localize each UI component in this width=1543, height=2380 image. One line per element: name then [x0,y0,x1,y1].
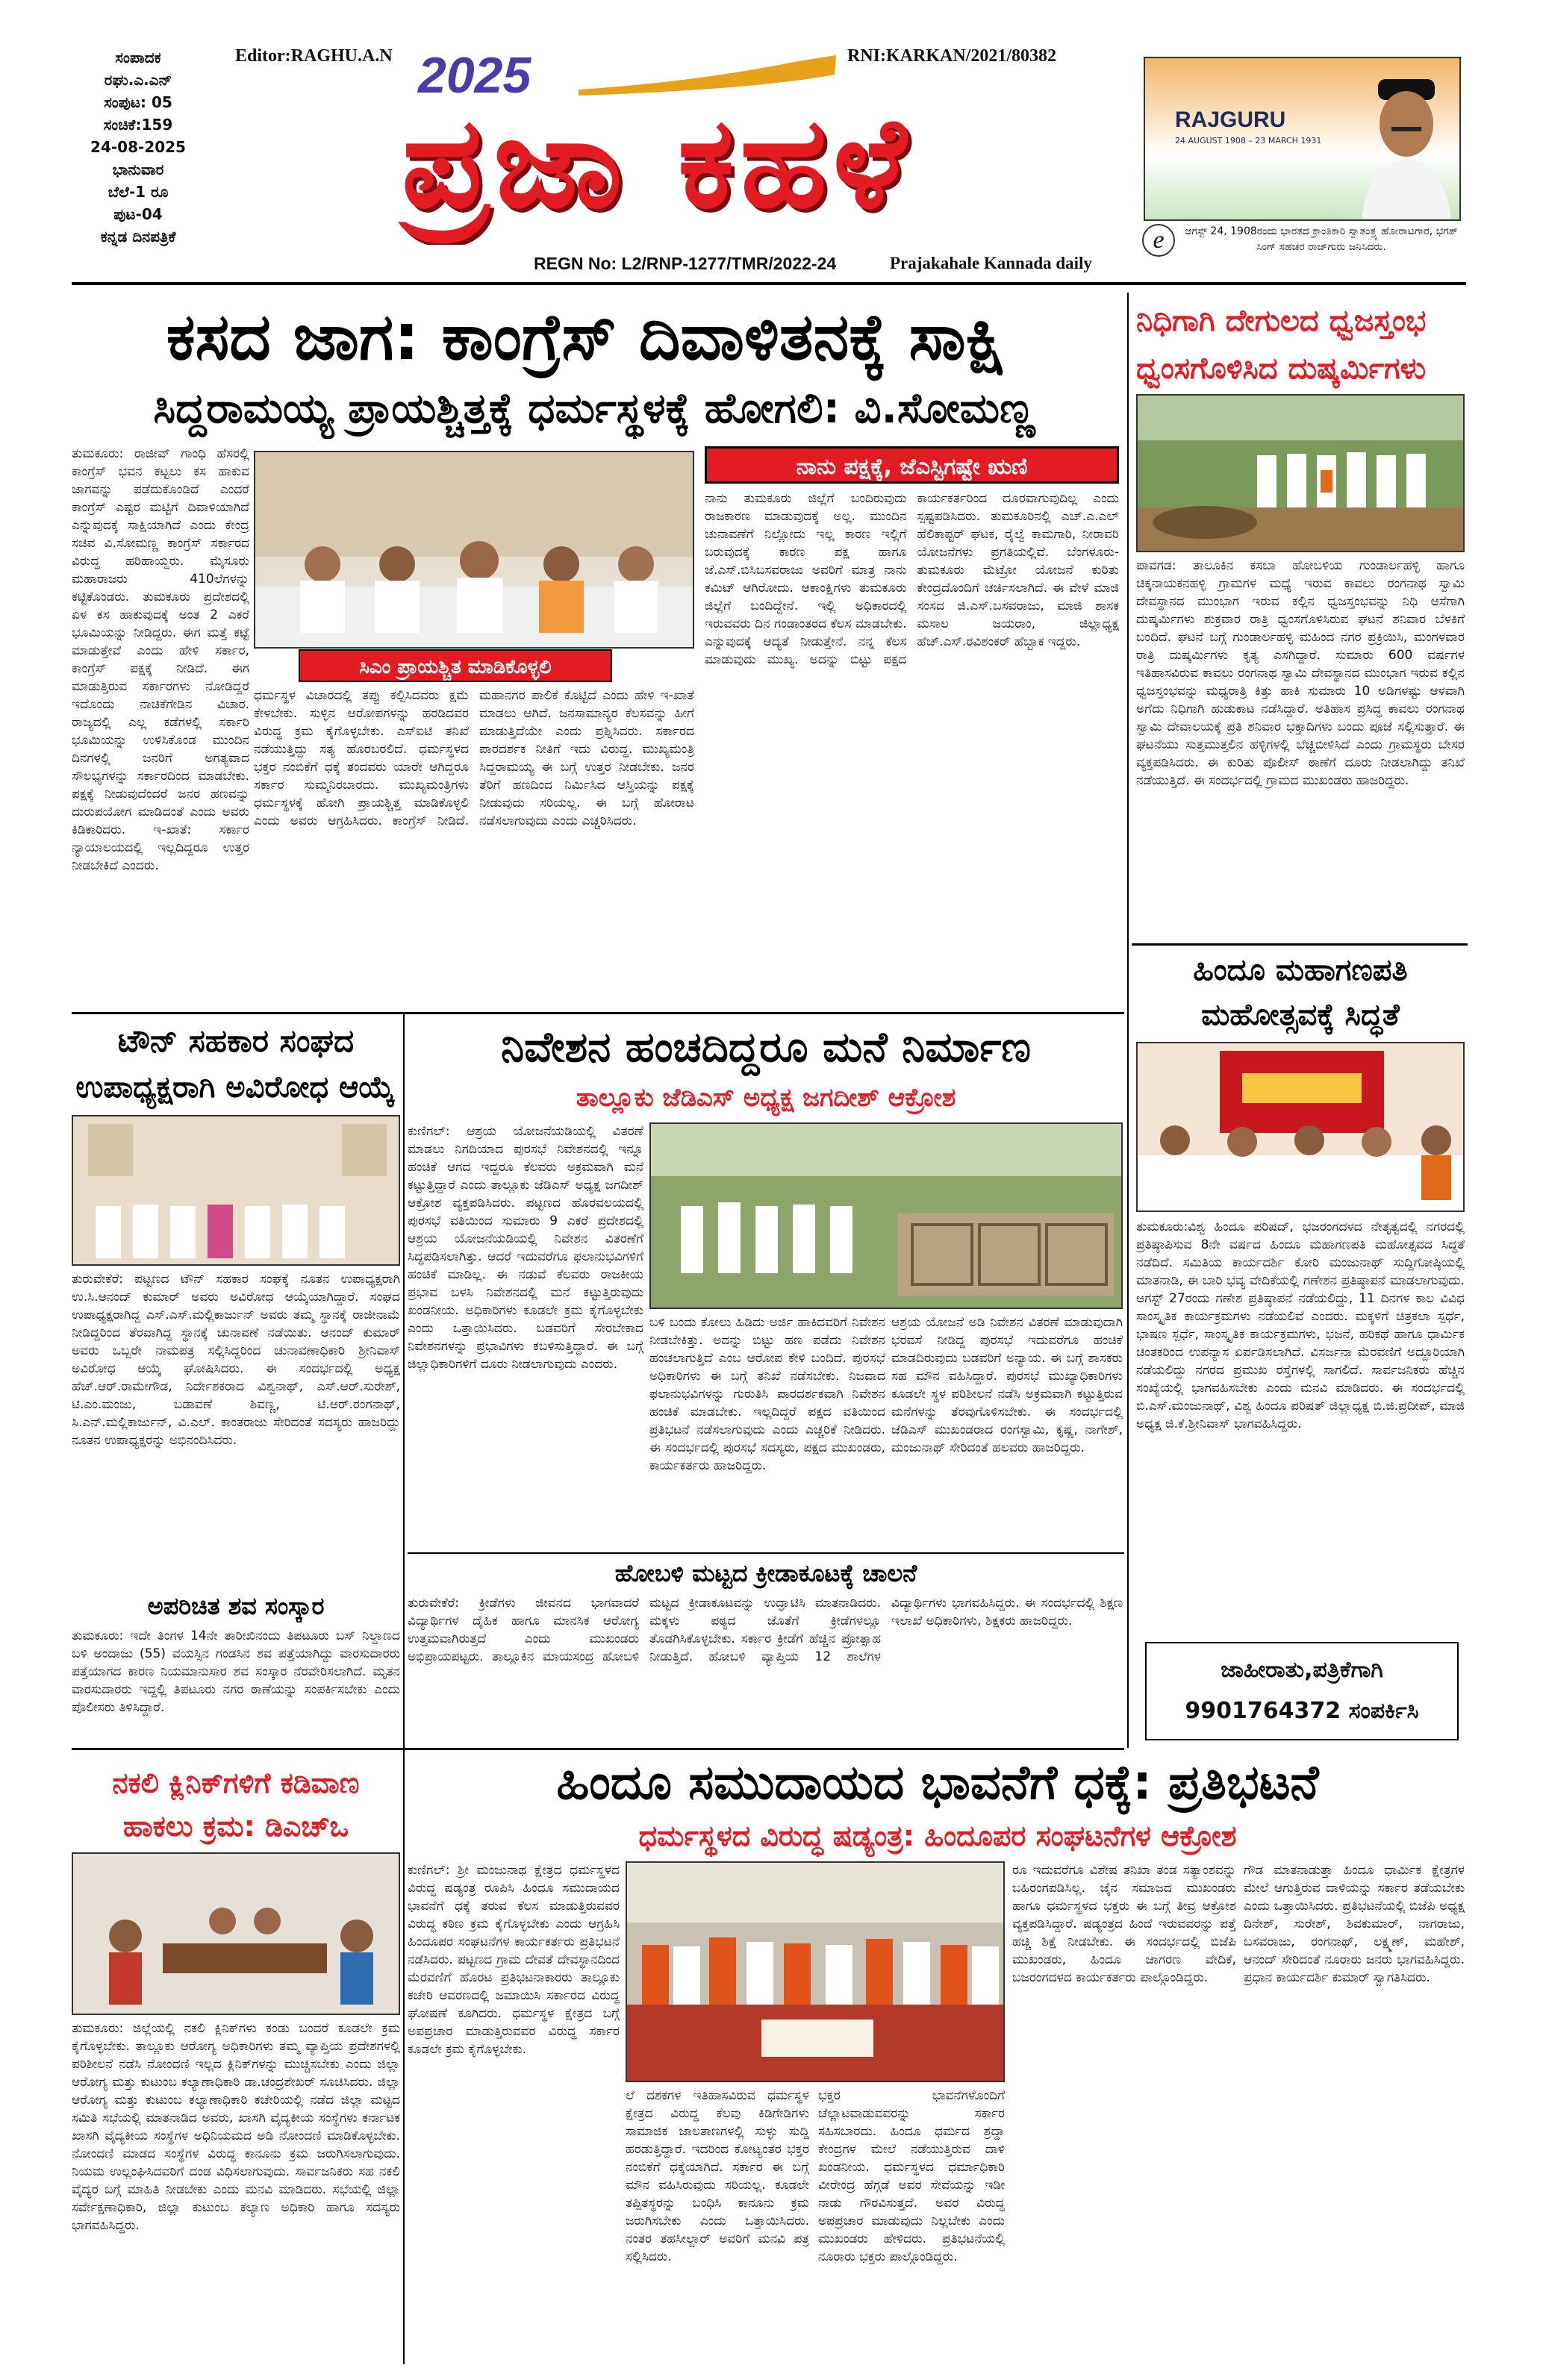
unknown-body-headline: ಅಪರಿಚಿತ ಶವ ಸಂಸ್ಕಾರ [147,1592,325,1620]
info-line: 24-08-2025 [90,138,186,156]
lead-headline: ಕಸದ ಜಾಗ: ಕಾಂಗ್ರೆಸ್ ದಿವಾಳಿತನಕ್ಕೆ ಸಾಕ್ಷಿ [166,300,1006,375]
protest-subheadline: ಧರ್ಮಸ್ಥಳದ ವಿರುದ್ಧ ಷಡ್ಯಂತ್ರ: ಹಿಂದೂಪರ ಸಂಘಟನೆಗಳ ಆಕ್ರೋಶ [638,1820,1237,1852]
coop-meeting-image [73,1116,400,1266]
lead-text: ತುಮಕೂರು: ರಾಜೀವ್ ಗಾಂಧಿ ಹೆಸರಲ್ಲಿ ಕಾಂಗ್ರೆಸ್ ಭವನ ಕಟ್ಟಲು ಕಸ ಹಾಕುವ ಜಾಗವನ್ನು ಪಡೆದುಕೊಂಡಿದೆ ಎಂದರೆ ಕಾಂಗ್ರೆಸ್ ಎಷ್ಟರ ಮಟ್ಟಿಗೆ ದಿವಾಳಿಯಾಗಿದೆ ಎನ್ನುವುದಕ್ಕೆ ಸಾಕ್ಷಿಯಾಗಿದೆ ಎಂದು ಕೇಂದ್ರ ಸಚಿವ ವಿ.ಸೋಮಣ್ಣ ಕಾಂಗ್ರೆಸ್ ಸರ್ಕಾರದ ವಿರುದ್ಧ ಹರಿಹಾಯ್ದರು. ಮೈಸೂರು ಮಹಾರಾಜರು 410ಲೆಗಳನ್ನು ಕಟ್ಟಿಕೊಂಡರು. ತುಮಕೂರು ಪ್ರದೇಶದಲ್ಲಿ ಏಳ ಕಸ ಹಾಕುವುದಕ್ಕೆ ಅಂತ 2 ಎಕರೆ ಭೂಮಿಯನ್ನು ನೀಡಿದ್ದರು. ಈಗ ಮತ್ತೆ ಕಟ್ಟೆ ಮಾಡುತ್ತೇವೆ ಎಂದು ಹೇಳಿ ಸರ್ಕಾರ, ಕಾಂಗ್ರೆಸ್ ಪಕ್ಷಕ್ಕೆ ನೀಡಿದೆ. ಈಗ ಮಾಡುತ್ತಿರುವ ಸರ್ಕಾರಗಳು ನೋಡಿದ್ದರೆ ಇದೊಂದು ನಾಚಿಕೆಗೇಡಿನ ವಿಚಾರ. ರಾಜ್ಯದಲ್ಲಿ ಎಲ್ಲ ಕಡೆಗಳಲ್ಲಿ ಸರ್ಕಾರಿ ಭೂಮಿಯನ್ನು ಉಳಿಸಿಕೊಂಡ ಮುಂದಿನ ದಿನಗಳಲ್ಲಿ ಜನರಿಗೆ ಅಗತ್ಯವಾದ ಸೌಲಭ್ಯಗಳನ್ನು ಸರ್ಕಾರದಿಂದ ಮಾಡಬೇಕು. ಪಕ್ಷಕ್ಕೆ ನೀಡುವುದೆಂದರೆ ಜನರ ಹಣವನ್ನು ದುರುಪಯೋಗ ಮಾಡಿದಂತೆ ಎಂದು ಅವರು ಕಿಡಿಕಾರಿದರು. ಇ-ಖಾತೆ: ಸರ್ಕಾರ ನ್ಯಾಯಾಲಯದಲ್ಲಿ ಇಲ್ಲದಿದ್ದರೂ ಉತ್ತರ ನೀಡಬೇಕಿದೆ ಎಂದರು. [72,446,249,873]
column-rule [403,1012,405,1748]
protest-text: ಕುಣಿಗಲ್: ಶ್ರೀ ಮಂಜುನಾಥ ಕ್ಷೇತ್ರದ ಧರ್ಮಸ್ಥಳದ ವಿರುದ್ಧ ಷಡ್ಯಂತ್ರ ರೂಪಿಸಿ ಹಿಂದೂ ಸಮುದಾಯದ ಭಾವನೆಗೆ ಧಕ್ಕೆ ತರುವ ಕೆಲಸ ಮಾಡುತ್ತಿರುವವರ ವಿರುದ್ಧ ಕಠಿಣ ಕ್ರಮ ಕೈಗೊಳ್ಳಬೇಕು ಎಂದು ಆಗ್ರಹಿಸಿ ಹಿಂದೂಪರ ಸಂಘಟನೆಗಳ ಕಾರ್ಯಕರ್ತರು ಪ್ರತಿಭಟನೆ ನಡೆಸಿದರು. ಪಟ್ಟಣದ ಗ್ರಾಮ ದೇವತೆ ದೇವಸ್ಥಾನದಿಂದ ಮೆರವಣಿಗೆ ಹೊರಟ ಪ್ರತಿಭಟನಾಕಾರರು ತಾಲ್ಲೂಕು ಕಚೇರಿ ಆವರಣದಲ್ಲಿ ಜಮಾಯಿಸಿ ಸರ್ಕಾರದ ವಿರುದ್ಧ ಘೋಷಣೆ ಕೂಗಿದರು. ಧರ್ಮಸ್ಥಳ ಕ್ಷೇತ್ರದ ಬಗ್ಗೆ ಅಪಪ್ರಚಾರ ಮಾಡುತ್ತಿರುವವರ ವಿರುದ್ಧ ಸರ್ಕಾರ ಕೂಡಲೇ ಕ್ರಮ ಕೈಗೊಳ್ಳಬೇಕು. [408,1863,620,2057]
protest-text: ಲೆ ದಶಕಗಳ ಇತಿಹಾಸವಿರುವ ಧರ್ಮಸ್ಥಳ ಕ್ಷೇತ್ರದ ವಿರುದ್ಧ ಕೆಲವು ಕಿಡಿಗೇಡಿಗಳು ಸಾಮಾಜಿಕ ಜಾಲತಾಣಗಳಲ್ಲಿ ಸುಳ್ಳು ಸುದ್ದಿ ಹರಡುತ್ತಿದ್ದಾರೆ. ಇದರಿಂದ ಕೋಟ್ಯಂತರ ಭಕ್ತರ ನಂಬಿಕೆಗೆ ಧಕ್ಕೆಯಾಗಿದೆ. ಸರ್ಕಾರ ಈ ಬಗ್ಗೆ ಮೌನ ವಹಿಸಿರುವುದು ಸರಿಯಲ್ಲ. ಕೂಡಲೇ ತಪ್ಪಿತಸ್ಥರನ್ನು ಬಂಧಿಸಿ ಕಾನೂನು ಕ್ರಮ ಜರುಗಿಸಬೇಕು ಎಂದು ಒತ್ತಾಯಿಸಿದರು. ನಂತರ ತಹಸೀಲ್ದಾರ್ ಅವರಿಗೆ ಮನವಿ ಪತ್ರ ಸಲ್ಲಿಸಿದರು. [626,2088,809,2264]
info-line: ಬೆಲೆ-1 ರೂ [107,183,169,201]
protest-column-1 [408,1861,620,2364]
info-line: ರಘು.ಎ.ಎನ್ [104,71,172,89]
housing-column-2 [649,1314,885,1548]
section-rule [408,1552,1124,1554]
section-rule [1132,943,1468,946]
ganapati-headline-text: ಹಿಂದೂ ಮಹಾಗಣಪತಿ ಮಹೋತ್ಸವಕ್ಕೆ ಸಿದ್ಧತೆ [1193,953,1408,1032]
lead-photo [254,451,694,649]
sports-text: ತುರುವೇಕೆರೆ: ಕ್ರೀಡೆಗಳು ಜೀವನದ ಭಾಗವಾದರೆ ವಿದ್ಯಾರ್ಥಿಗಳ ದೈಹಿಕ ಹಾಗೂ ಮಾನಸಿಕ ಆರೋಗ್ಯ ಉತ್ತಮವಾಗಿರುತ್ತದೆ ಎಂದು ಮುಖಂಡರು ಅಭಿಪ್ರಾಯಪಟ್ಟರು. ತಾಲ್ಲೂಕಿನ ಮಾಯಸಂದ್ರ ಹೋಬಳಿ ಮಟ್ಟದ ಕ್ರೀಡಾಕೂಟವನ್ನು ಉದ್ಘಾಟಿಸಿ ಮಾತನಾಡಿದರು. ಮಕ್ಕಳು ಪಠ್ಯದ ಜೊತೆಗೆ ಕ್ರೀಡೆಗಳಲ್ಲೂ ತೊಡಗಿಸಿಕೊಳ್ಳಬೇಕು. ಸರ್ಕಾರ ಕ್ರೀಡೆಗೆ ಹೆಚ್ಚಿನ ಪ್ರೋತ್ಸಾಹ ನೀಡುತ್ತಿದೆ. ಹೋಬಳಿ ವ್ಯಾಪ್ತಿಯ 12 ಶಾಲೆಗಳ ವಿದ್ಯಾರ್ಥಿಗಳು ಭಾಗವಹಿಸಿದ್ದರು. ಈ ಸಂದರ್ಭದಲ್ಲಿ ಶಿಕ್ಷಣ ಇಲಾಖೆ ಅಧಿಕಾರಿಗಳು, ಶಿಕ್ಷಕರು ಹಾಜರಿದ್ದರು. [408,1596,1123,1664]
lead-photo-caption: ಸಿಎಂ ಪ್ರಾಯಶ್ಚಿತ ಮಾಡಿಕೊಳ್ಳಲಿ [299,649,612,682]
temple-site-image [1138,396,1465,552]
coop-photo [72,1115,400,1266]
clinic-headline-2: ಹಾಕಲು ಕ್ರಮ: ಡಿಎಚ್ಒ [122,1810,349,1843]
construction-site-image [651,1124,1123,1309]
year-badge: 2025 [418,47,532,104]
lead-column-3 [705,490,1119,1006]
advert-line-1: ಜಾಹೀರಾತು,ಪತ್ರಿಕೆಗಾಗಿ [1221,1657,1383,1683]
ganapati-photo [1136,1042,1465,1212]
lead-subheadline: ಸಿದ್ದರಾಮಯ್ಯ ಪ್ರಾಯಶ್ಚಿತ್ತಕ್ಕೆ ಧರ್ಮಸ್ಥಳಕ್ಕೆ ಹೋಗಲಿ: ವಿ.ಸೋಮಣ್ಣ [153,384,1035,433]
press-meet-image [255,452,694,649]
info-line: ಭಾನುವಾರ [112,160,164,178]
housing-column-3 [891,1314,1123,1548]
advert-contact-box [1145,1642,1459,1740]
unknown-body-text [72,1627,400,1760]
sports-body [408,1594,1123,1743]
clinic-body [72,2020,400,2364]
ad-name: RAJGURU [1175,107,1286,132]
masthead-rule [72,282,1466,285]
temple-headline [1136,297,1465,394]
coop-body [72,1270,400,1585]
rajguru-advert [1144,57,1461,221]
english-name: Prajakahale Kannada daily [890,254,1092,272]
info-line: ಪುಟ-04 [113,205,163,223]
column-rule [1127,293,1129,1748]
protest-photo [626,1861,1005,2082]
protest-headline: ಹಿಂದೂ ಸಮುದಾಯದ ಭಾವನೆಗೆ ಧಕ್ಕೆ: ಪ್ರತಿಭಟನೆ [556,1755,1319,1811]
housing-headline: ನಿವೇಶನ ಹಂಚದಿದ್ದರೂ ಮನೆ ನಿರ್ಮಾಣ [501,1023,1031,1072]
protest-crowd-image [627,1863,1005,2082]
coop-headline-2: ಉಪಾಧ್ಯಕ್ಷರಾಗಿ ಅವಿರೋಧ ಆಯ್ಕೆ [75,1070,395,1105]
protest-column-3 [818,2087,1005,2364]
ganapati-headline [1136,948,1465,1037]
protest-text: ಭಕ್ತರ ಭಾವನೆಗಳೊಂದಿಗೆ ಚೆಲ್ಲಾಟವಾಡುವವರನ್ನು ಸರ್ಕಾರ ಸಹಿಸಬಾರದು. ಹಿಂದೂ ಧರ್ಮದ ಶ್ರದ್ಧಾ ಕೇಂದ್ರಗಳ ಮೇಲೆ ನಡೆಯುತ್ತಿರುವ ದಾಳಿ ಖಂಡನೀಯ. ಧರ್ಮಸ್ಥಳದ ಧರ್ಮಾಧಿಕಾರಿ ವೀರೇಂದ್ರ ಹೆಗ್ಗಡೆ ಅವರ ಸೇವೆಯನ್ನು ಇಡೀ ನಾಡು ಗೌರವಿಸುತ್ತದೆ. ಅವರ ವಿರುದ್ಧ ಅಪಪ್ರಚಾರ ಮಾಡುವುದು ನಿಲ್ಲಬೇಕು ಎಂದು ಮುಖಂಡರು ಹೇಳಿದರು. ಪ್ರತಿಭಟನೆಯಲ್ಲಿ ನೂರಾರು ಭಕ್ತರು ಪಾಲ್ಗೊಂಡಿದ್ದರು. [818,2088,1005,2264]
ad-caption: ಆಗಸ್ಟ್ 24, 1908ರಂದು ಭಾರತದ ಕ್ರಾಂತಿಕಾರಿ ಸ್ವಾತಂತ್ರ್ಯ ಹೋರಾಟಗಾರ, ಭಗತ್ ಸಿಂಗ್ ಸಹಚರ ರಾಜ್‌ಗುರು ಜನಿಸಿದರು. [1185,225,1458,253]
portrait-image [1362,66,1451,219]
registration-number: REGN No: L2/RNP-1277/TMR/2022-24 [534,254,837,273]
ganapati-text: ತುಮಕೂರು:ವಿಶ್ವ ಹಿಂದೂ ಪರಿಷದ್, ಭಜರಂಗದಳದ ನೇತೃತ್ವದಲ್ಲಿ ನಗರದಲ್ಲಿ ಪ್ರತಿಷ್ಠಾಪಿಸುವ 8ನೇ ವರ್ಷದ ಹಿಂದೂ ಮಹಾಗಣಪತಿ ಮಹೋತ್ಸವದ ಸಿದ್ಧತೆ ನಡೆದಿದೆ. ಸಮಿತಿಯ ಕಾರ್ಯದರ್ಶಿ ಕೋರಿ ಮಂಜುನಾಥ್ ಸುದ್ದಿಗೋಷ್ಠಿಯಲ್ಲಿ ಮಾತನಾಡಿ, ಈ ಬಾರಿ ಭವ್ಯ ವೇದಿಕೆಯಲ್ಲಿ ಗಣೇಶನ ಪ್ರತಿಷ್ಠಾಪನೆ ಮಾಡಲಾಗುವುದು. ಆಗಸ್ಟ್ 27ರಂದು ಗಣೇಶ ಪ್ರತಿಷ್ಠಾಪನೆ ನಡೆಯಲಿದ್ದು, 11 ದಿನಗಳ ಕಾಲ ವಿವಿಧ ಸಾಂಸ್ಕೃತಿಕ ಕಾರ್ಯಕ್ರಮಗಳು ನಡೆಯಲಿವೆ ಎಂದರು. ಮಕ್ಕಳಿಗೆ ಚಿತ್ರಕಲಾ ಸ್ಪರ್ಧೆ, ಭಾಷಣ ಸ್ಪರ್ಧೆ, ಸಾಂಸ್ಕೃತಿಕ ಕಾರ್ಯಕ್ರಮಗಳು, ಭಜನೆ, ಹರಿಕಥೆ ಹಾಗೂ ಧಾರ್ಮಿಕ ಚಿಂತಕರಿಂದ ಉಪನ್ಯಾಸ ಏರ್ಪಡಿಸಲಾಗಿದೆ. ವಿಸರ್ಜನಾ ಮೆರವಣಿಗೆ ಅದ್ದೂರಿಯಾಗಿ ನಡೆಯಲಿದ್ದು ನಗರದ ಪ್ರಮುಖ ರಸ್ತೆಗಳಲ್ಲಿ ಸಾಗಲಿದೆ. ಸಾರ್ವಜನಿಕರು ಹೆಚ್ಚಿನ ಸಂಖ್ಯೆಯಲ್ಲಿ ಭಾಗವಹಿಸಬೇಕು ಎಂದು ಮನವಿ ಮಾಡಿದರು. ಈ ಸಂದರ್ಭದಲ್ಲಿ ಬಿ.ಎಸ್.ಮಂಜುನಾಥ್, ವಿಶ್ವ ಹಿಂದೂ ಪರಿಷತ್ ಜಿಲ್ಲಾಧ್ಯಕ್ಷ ಬಿ.ಜಿ.ಪ್ರದೀಪ್, ಮಾಜಿ ಅಧ್ಯಕ್ಷ ಜಿ.ಕೆ.ಶ್ರೀನಿವಾಸ್ ಭಾಗವಹಿಸಿದ್ದರು. [1136,1219,1465,1431]
housing-column-1 [408,1122,643,1548]
housing-photo [649,1122,1123,1309]
lead-column-2 [254,687,694,1006]
housing-text: ಕುಣಿಗಲ್: ಆಶ್ರಯ ಯೋಜನೆಯಡಿಯಲ್ಲಿ ವಿತರಣೆ ಮಾಡಲು ನಿಗದಿಯಾದ ಪುರಸಭೆ ನಿವೇಶನದಲ್ಲಿ ಇನ್ನೂ ಹಂಚಿಕೆ ಆಗದ ಇದ್ದರೂ ಕೆಲವರು ಅಕ್ರಮವಾಗಿ ಮನೆ ಕಟ್ಟುತ್ತಿದ್ದಾರೆ ಎಂದು ತಾಲ್ಲೂಕು ಜೆಡಿಎಸ್ ಅಧ್ಯಕ್ಷ ಜಗದೀಶ್ ಆಕ್ರೋಶ ವ್ಯಕ್ತಪಡಿಸಿದರು. ಪಟ್ಟಣದ ಹೊರವಲಯದಲ್ಲಿ ಪುರಸಭೆ ವತಿಯಿಂದ ಸುಮಾರು 9 ಎಕರೆ ಪ್ರದೇಶದಲ್ಲಿ ಆಶ್ರಯ ಯೋಜನೆಯಡಿಯಲ್ಲಿ ನಿವೇಶನ ವಿತರಣೆಗೆ ಸಿದ್ಧಪಡಿಸಲಾಗಿತ್ತು. ಆದರೆ ಇದುವರೆಗೂ ಫಲಾನುಭವಿಗಳಿಗೆ ಹಂಚಿಕೆ ಮಾಡಿಲ್ಲ. ಈ ನಡುವೆ ಕೆಲವರು ರಾಜಕೀಯ ಪ್ರಭಾವ ಬಳಸಿ ನಿವೇಶನದಲ್ಲಿ ಮನೆ ಕಟ್ಟುತ್ತಿರುವುದು ಖಂಡನೀಯ. ಅಧಿಕಾರಿಗಳು ಕೂಡಲೇ ಕ್ರಮ ಕೈಗೊಳ್ಳಬೇಕು ಎಂದು ಒತ್ತಾಯಿಸಿದರು. ಬಡವರಿಗೆ ಸೇರಬೇಕಾದ ನಿವೇಶನಗಳನ್ನು ಪ್ರಭಾವಿಗಳು ಕಬಳಿಸುತ್ತಿದ್ದಾರೆ. ಈ ಬಗ್ಗೆ ಜಿಲ್ಲಾಧಿಕಾರಿಗಳಿಗೆ ದೂರು ನೀಡಲಾಗುವುದು ಎಂದರು. [408,1124,643,1372]
housing-subheadline: ತಾಲ್ಲೂಕು ಜೆಡಿಎಸ್ ಅಧ್ಯಕ್ಷ ಜಗದೀಶ್ ಆಕ್ರೋಶ [576,1083,956,1113]
health-meeting-image [73,1854,400,2015]
temple-headline-text: ನಿಧಿಗಾಗಿ ದೇಗುಲದ ಧ್ವಜಸ್ತಂಭ ಧ್ವಂಸಗೊಳಿಸಿದ ದುಷ್ಕರ್ಮಿಗಳು [1136,304,1427,386]
protest-text: ಗೌಡ ಮಾತನಾಡುತ್ತಾ ಹಿಂದೂ ಧಾರ್ಮಿಕ ಕ್ಷೇತ್ರಗಳ ಮೇಲೆ ಆಗುತ್ತಿರುವ ದಾಳಿಯನ್ನು ಸರ್ಕಾರ ತಡೆಯಬೇಕು ಎಂದು ಒತ್ತಾಯಿಸಿದರು. ಪ್ರತಿಭಟನೆಯಲ್ಲಿ ಬಿಜೆಪಿ ಅಧ್ಯಕ್ಷ ದಿನೇಶ್, ಸುರೇಶ್, ಶಿವಕುಮಾರ್, ನಾಗರಾಜು, ಬಸವರಾಜು, ರಂಗನಾಥ್, ಲಕ್ಷ್ಮಣ್, ಮಹೇಶ್, ಆನಂದ್ ಸೇರಿದಂತೆ ನೂರಾರು ಜನರು ಭಾಗವಹಿಸಿದ್ದರು. ಪ್ರಧಾನ ಕಾರ್ಯದರ್ಶಿ ಕುಮಾರ್ ಸ್ವಾಗತಿಸಿದರು. [1244,1863,1465,1985]
temple-text: ಪಾವಗಡ: ತಾಲೂಕಿನ ಕಸಬಾ ಹೋಬಳಿಯ ಗುಂಡಾರ್ಲಹಳ್ಳಿ ಹಾಗೂ ಚಿಕ್ಕನಾಯಕನಹಳ್ಳಿ ಗ್ರಾಮಗಳ ಮಧ್ಯೆ ಇರುವ ಕಾವಲು ರಂಗನಾಥ ಸ್ವಾಮಿ ದೇವಸ್ಥಾನದ ಮುಂಭಾಗ ಇರುವ ಕಲ್ಲಿನ ಧ್ವಜಸ್ತಂಭವನ್ನು ನಿಧಿ ಆಸೆಗಾಗಿ ದುಷ್ಕರ್ಮಿಗಳು ಶುಕ್ರವಾರ ರಾತ್ರಿ ಧ್ವಂಸಗೊಳಿಸಿರುವ ಘಟನೆ ಶನಿವಾರ ಬೆಳಕಿಗೆ ಬಂದಿದೆ. ಘಟನೆ ಬಗ್ಗೆ ಗುಂಡಾರ್ಲಹಳ್ಳಿ ಮಹಿಂದ ನಗರ ಪ್ರಕ್ರಿಯಿಸಿ, ಮಂಗಳವಾರ ರಾತ್ರಿ ದುಷ್ಕರ್ಮಿಗಳು ಕೃತ್ಯ ಎಸಗಿದ್ದಾರೆ. ಸುಮಾರು 600 ವರ್ಷಗಳ ಇತಿಹಾಸವಿರುವ ಕಾವಲು ರಂಗನಾಥ ಸ್ವಾಮಿ ದೇವಸ್ಥಾನದ ಮುಂಭಾಗ ಇರುವ ಕಲ್ಲಿನ ಧ್ವಜಸ್ತಂಭವನ್ನು ಮಧ್ಯರಾತ್ರಿ ಕಿತ್ತು ಹಾಕಿ ಸುಮಾರು 10 ಅಡಿಗಳಷ್ಟು ಆಳವಾಗಿ ಅಗೆದು ನಿಧಿಗಾಗಿ ಹುಡುಕಾಟ ನಡೆಸಿದ್ದಾರೆ. ಅತಿಹಾಸ ಪ್ರಸಿದ್ಧ ಕಾವಲು ರಂಗನಾಥ ಸ್ವಾಮಿ ದೇವಾಲಯಕ್ಕೆ ಪ್ರತಿ ಶನಿವಾರ ಭಕ್ತಾದಿಗಳು ಬಂದು ಪೂಜೆ ಸಲ್ಲಿಸುತ್ತಾರೆ. ಈ ಘಟನೆಯು ಸುತ್ತಮುತ್ತಲಿನ ಹಳ್ಳಿಗಳಲ್ಲಿ ಬೆಚ್ಚಿಬೀಳಿಸಿದೆ ಎಂದು ಗ್ರಾಮಸ್ಥರು ಬೇಸರ ವ್ಯಕ್ತಪಡಿಸಿದರು. ಈ ಕುರಿತು ಪೊಲೀಸ್ ಠಾಣೆಗೆ ದೂರು ನೀಡಲಾಗಿದ್ದು ತನಿಖೆ ನಡೆಯುತ್ತಿದೆ. ಈ ಸಂದರ್ಭದಲ್ಲಿ ಗ್ರಾಮದ ಮುಖಂಡರು ಹಾಜರಿದ್ದರು. [1136,558,1465,788]
temple-photo [1136,394,1465,552]
housing-text: ಬಳಿ ಬಂದು ಕೋಲು ಹಿಡಿದು ಅರ್ಜಿ ಹಾಕಿದವರಿಗೆ ನಿವೇಶನ ನೀಡಬೇಕಿತ್ತು. ಅದನ್ನು ಬಿಟ್ಟು ಹಣ ಪಡೆದು ನಿವೇಶನ ಹಂಚಲಾಗುತ್ತಿದೆ ಎಂಬ ಆರೋಪ ಕೇಳಿ ಬಂದಿದೆ. ಪುರಸಭೆ ಅಧಿಕಾರಿಗಳು ಈ ಬಗ್ಗೆ ತನಿಖೆ ನಡೆಸಬೇಕು. ನಿಜವಾದ ಫಲಾನುಭವಿಗಳನ್ನು ಗುರುತಿಸಿ ಪಾರದರ್ಶಕವಾಗಿ ನಿವೇಶನ ಹಂಚಿಕೆ ಮಾಡಬೇಕು. ಇಲ್ಲದಿದ್ದರೆ ಪಕ್ಷದ ವತಿಯಿಂದ ಪ್ರತಿಭಟನೆ ನಡೆಸಲಾಗುವುದು ಎಂದು ಎಚ್ಚರಿಕೆ ನೀಡಿದರು. ಈ ಸಂದರ್ಭದಲ್ಲಿ ಪುರಸಭೆ ಸದಸ್ಯರು, ಪಕ್ಷದ ಮುಖಂಡರು, ಕಾರ್ಯಕರ್ತರು ಹಾಜರಿದ್ದರು. [649,1315,885,1473]
protest-column-5 [1244,1861,1465,2364]
protest-text: ರೂ ಇದುವರೆಗೂ ವಿಶೇಷ ತನಿಖಾ ತಂಡ ಸತ್ಯಾಂಶವನ್ನು ಬಹಿರಂಗಪಡಿಸಿಲ್ಲ. ಜೈನ ಸಮಾಜದ ಮುಖಂಡರು ಹಾಗೂ ಧರ್ಮಸ್ಥಳದ ಭಕ್ತರು ಈ ಬಗ್ಗೆ ತೀವ್ರ ಆಕ್ರೋಶ ವ್ಯಕ್ತಪಡಿಸಿದ್ದಾರೆ. ಷಡ್ಯಂತ್ರದ ಹಿಂದೆ ಇರುವವರನ್ನು ಪತ್ತೆ ಹಚ್ಚಿ ಶಿಕ್ಷೆ ನೀಡಬೇಕು. ಈ ಸಂದರ್ಭದಲ್ಲಿ ಬಿಜೆಪಿ ಮುಖಂಡರು, ಹಿಂದೂ ಜಾಗರಣ ವೇದಿಕೆ, ಬಜರಂಗದಳದ ಕಾರ್ಯಕರ್ತರು ಪಾಲ್ಗೊಂಡಿದ್ದರು. [1012,1863,1236,1985]
newspaper-title: ಪ್ರಜಾ ಕಹಳೆ [402,90,912,236]
coop-text: ತುರುವೇಕೆರೆ: ಪಟ್ಟಣದ ಟೌನ್ ಸಹಕಾರ ಸಂಘಕ್ಕೆ ನೂತನ ಉಪಾಧ್ಯಕ್ಷರಾಗಿ ಉ.ಸಿ.ಆನಂದ್ ಕುಮಾರ್ ಅವರು ಅವಿರೋಧ ಆಯ್ಕೆಯಾಗಿದ್ದಾರೆ. ಸಂಘದ ಉಪಾಧ್ಯಕ್ಷರಾಗಿದ್ದ ಎಸ್.ಎಸ್.ಮಲ್ಲಿಕಾರ್ಜುನ್ ಅವರು ತಮ್ಮ ಸ್ಥಾನಕ್ಕೆ ರಾಜೀನಾಮೆ ನೀಡಿದ್ದರಿಂದ ತೆರವಾಗಿದ್ದ ಸ್ಥಾನಕ್ಕೆ ಚುನಾವಣೆ ನಡೆಯಿತು. ಆನಂದ್ ಕುಮಾರ್ ಅವರು ಒಬ್ಬರೇ ನಾಮಪತ್ರ ಸಲ್ಲಿಸಿದ್ದರಿಂದ ಚುನಾವಣಾಧಿಕಾರಿ ಶ್ರೀನಿವಾಸ್ ಅವಿರೋಧ ಆಯ್ಕೆ ಘೋಷಿಸಿದರು. ಈ ಸಂದರ್ಭದಲ್ಲಿ ಅಧ್ಯಕ್ಷ ಹೆಚ್.ಆರ್.ರಾಮೇಗೌಡ, ನಿರ್ದೇಶಕರಾದ ವಿಶ್ವನಾಥ್, ಎಸ್.ಆರ್.ಸುರೇಶ್, ಟಿ.ಎಂ.ಮಂಜು, ಬಡಾವಣೆ ಶಿವಣ್ಣ, ಟಿ.ಆರ್.ರಂಗನಾಥ್, ಸಿ.ಎನ್.ಮಲ್ಲಿಕಾರ್ಜುನ್, ವಿ.ಎಲ್. ಕಾಂತರಾಜು ಸೇರಿದಂತೆ ಸದಸ್ಯರು ಹಾಜರಿದ್ದು ನೂತನ ಉಪಾಧ್ಯಕ್ಷರನ್ನು ಅಭಿನಂದಿಸಿದರು. [72,1272,400,1448]
press-conference-image [1138,1043,1465,1212]
temple-body [1136,557,1465,939]
lead-column-1 [72,445,249,1006]
info-line: ಸಂಚಿಕೆ:159 [103,116,173,134]
protest-column-4 [1012,1861,1236,2364]
unknown-body-paragraph: ತುಮಕೂರು: ಇದೇ ತಿಂಗಳ 14ನೇ ತಾರೀಖಿನಂದು ತಿಪಟೂರು ಬಸ್ ನಿಲ್ದಾಣದ ಬಳಿ ಅಂದಾಜು (55) ವಯಸ್ಸಿನ ಗಂಡಸಿನ ಶವ ಪತ್ತೆಯಾಗಿದ್ದು ವಾರಸುದಾರರು ಪತ್ತೆಯಾಗದ ಕಾರಣ ನಿಯಮಾನುಸಾರ ಶವ ಸಂಸ್ಕಾರ ನೆರವೇರಿಸಲಾಗಿದೆ. ಮೃತನ ವಾರಸುದಾರರು ಇದ್ದಲ್ಲಿ ತಿಪಟೂರು ನಗರ ಠಾಣೆಯನ್ನು ಸಂಪರ್ಕಿಸಬೇಕು ಎಂದು ಪೊಲೀಸರು ತಿಳಿಸಿದ್ದಾರೆ. [72,1628,400,1715]
ad-dates: 24 AUGUST 1908 – 23 MARCH 1931 [1175,136,1322,146]
lead-side-box: ನಾನು ಪಕ್ಷಕ್ಕೆ, ಜೆಎಸ್ಟಿಗಷ್ಟೇ ಋಣಿ [705,446,1119,484]
sports-headline: ಹೋಬಳಿ ಮಟ್ಟದ ಕ್ರೀಡಾಕೂಟಕ್ಕೆ ಚಾಲನೆ [614,1559,917,1587]
clinic-headline: ನಕಲಿ ಕ್ಲಿನಿಕ್‌ಗಳಿಗೆ ಕಡಿವಾಣ [112,1767,360,1799]
info-line: ಸಂಪಾದಕ [115,49,161,66]
advert-phone: 9901764372 ಸಂಪರ್ಕಿಸಿ [1185,1698,1419,1724]
info-line: ಕನ್ನಡ ದಿನಪತ್ರಿಕೆ [100,228,176,246]
editor-label: Editor:RAGHU.A.N [235,46,393,66]
ganapati-body [1136,1218,1465,1636]
protest-column-2 [626,2087,809,2364]
housing-text: ಆಶ್ರಯ ಯೋಜನೆ ಅಡಿ ನಿವೇಶನ ವಿತರಣೆ ಮಾಡುವುದಾಗಿ ಭರವಸೆ ನೀಡಿದ್ದ ಪುರಸಭೆ ಇದುವರೆಗೂ ಹಂಚಿಕೆ ಮಾಡದಿರುವುದು ಬಡವರಿಗೆ ಅನ್ಯಾಯ. ಈ ಬಗ್ಗೆ ಶಾಸಕರು ಸಹ ಮೌನ ವಹಿಸಿದ್ದಾರೆ. ಪುರಸಭೆ ಮುಖ್ಯಾಧಿಕಾರಿಗಳು ಕೂಡಲೇ ಸ್ಥಳ ಪರಿಶೀಲನೆ ನಡೆಸಿ ಅಕ್ರಮವಾಗಿ ಕಟ್ಟುತ್ತಿರುವ ಮನೆಗಳನ್ನು ತೆರವುಗೊಳಿಸಬೇಕು. ಈ ಸಂದರ್ಭದಲ್ಲಿ ಜೆಡಿಎಸ್ ಮುಖಂಡರಾದ ರಂಗಸ್ವಾಮಿ, ಕೃಷ್ಣ, ನಾಗೇಶ್, ಮಂಜುನಾಥ್ ಸೇರಿದಂತೆ ಹಲವರು ಹಾಜರಿದ್ದರು. [891,1315,1123,1455]
clinic-photo [72,1852,400,2015]
info-line: ಸಂಪುಟ: 05 [104,93,172,111]
lead-text: ನಾನು ತುಮಕೂರು ಜಿಲ್ಲೆಗೆ ಬಂದಿರುವುದು ರಾಜಕಾರಣ ಮಾಡುವುದಕ್ಕೆ ಅಲ್ಲ. ಮುಂದಿನ ಚುನಾವಣೆಗೆ ನಿಲ್ಲೋದು ಇಲ್ಲ ಕಾರಣ ಇಲ್ಲಿಗೆ ಬರುವುದಕ್ಕೆ ಕಾರಣ ಪಕ್ಷ ಹಾಗೂ ಜೆ.ಎಸ್.ಬಿಸಿಬಸವರಾಜು ಅವರಿಗೆ ಮಾತ್ರ ನಾನು ಕಮಿಟ್ ಆಗಿರೋದು. ಆಕಾಂಕ್ಷಿಗಳು ತುಮಕೂರು ಜಿಲ್ಲೆಗೆ ಬಂದಿದ್ದೇನೆ. ಇಲ್ಲಿ ಅಧಿಕಾರದಲ್ಲಿ ಇರುವವರು ದಿನ ಗಂಡಾಂತರದ ಕೆಲಸ ಮಾಡಬೇಕು. ಎನ್ನುವುದಕ್ಕೆ ಆದ್ಯತೆ ನೀಡುತ್ತೇನೆ. ನನ್ನ ಕೆಲಸ ಮಾಡುವುದು ಮುಖ್ಯ. ಅದನ್ನು ಬಿಟ್ಟು ಪಕ್ಷದ ಕಾರ್ಯಕರ್ತರಿಂದ ದೂರವಾಗುವುದಿಲ್ಲ ಎಂದು ಸ್ಪಷ್ಟಪಡಿಸಿದರು. ತುಮಕೂರಿನಲ್ಲಿ ಎಚ್.ಎ.ಎಲ್ ಹೆಲಿಕಾಪ್ಟರ್ ಘಟಕ, ರೈಲ್ವೆ ಕಾಮಗಾರಿ, ನೀರಾವರಿ ಯೋಜನೆಗಳು ಪ್ರಗತಿಯಲ್ಲಿವೆ. ಬೆಂಗಳೂರು-ತುಮಕೂರು ಮೆಟ್ರೋ ಯೋಜನೆ ಕುರಿತು ಕೇಂದ್ರದೊಂದಿಗೆ ಚರ್ಚಿಸಲಾಗಿದೆ. ಈ ವೇಳೆ ಮಾಜಿ ಸಂಸದ ಜಿ.ಎಸ್.ಬಸವರಾಜು, ಮಾಜಿ ಶಾಸಕ ಮಸಾಲ ಜಯರಾಂ, ಜಿಲ್ಲಾಧ್ಯಕ್ಷ ಹೆಚ್.ಎಸ್.ರವಿಶಂಕರ್ ಹೆಬ್ಬಾಕ ಇದ್ದರು. [705,491,1119,667]
e-logo-icon: e [1142,224,1175,257]
lead-text: ಧರ್ಮಸ್ಥಳ ವಿಚಾರದಲ್ಲಿ ತಪ್ಪು ಕಲ್ಪಿಸಿದವರು ಕ್ಷಮೆ ಕೇಳಬೇಕು. ಸುಳ್ಳಿನ ಆರೋಪಗಳನ್ನು ಹರಡಿದವರ ವಿರುದ್ಧ ಕ್ರಮ ಕೈಗೊಳ್ಳಬೇಕು. ಎಸ್ಐಟಿ ತನಿಖೆ ನಡೆಯುತ್ತಿದ್ದು ಸತ್ಯ ಹೊರಬರಲಿದೆ. ಧರ್ಮಸ್ಥಳದ ಭಕ್ತರ ನಂಬಿಕೆಗೆ ಧಕ್ಕೆ ತಂದವರು ಯಾರೇ ಆಗಿದ್ದರೂ ಸರ್ಕಾರ ಸುಮ್ಮನಿರಬಾರದು. ಮುಖ್ಯಮಂತ್ರಿಗಳು ಧರ್ಮಸ್ಥಳಕ್ಕೆ ಹೋಗಿ ಪ್ರಾಯಶ್ಚಿತ್ತ ಮಾಡಿಕೊಳ್ಳಲಿ ಎಂದು ಅವರು ಆಗ್ರಹಿಸಿದರು. ಕಾಂಗ್ರೆಸ್ ನೀಡಿದೆ. ಮಹಾನಗರ ಪಾಲಿಕೆ ಕೊಟ್ಟಿದೆ ಎಂದು ಹೇಳಿ ಇ-ಖಾತೆ ಮಾಡಲು ಆಗಿದೆ. ಜನಸಾಮಾನ್ಯರ ಕೆಲಸವನ್ನು ಹೀಗೆ ಮಾಡುತ್ತಿದೆಯೇ ಎಂದು ಪ್ರಶ್ನಿಸಿದರು. ಸರ್ಕಾರದ ಪಾರದರ್ಶಕ ನೀತಿಗೆ ಇದು ವಿರುದ್ಧ. ಮುಖ್ಯಮಂತ್ರಿ ಸಿದ್ದರಾಮಯ್ಯ ಈ ಬಗ್ಗೆ ಉತ್ತರ ನೀಡಬೇಕು. ಜನರ ತೆರಿಗೆ ಹಣದಿಂದ ನಿರ್ಮಿಸಿದ ಆಸ್ತಿಯನ್ನು ಪಕ್ಷಕ್ಕೆ ನೀಡುವುದು ಸರಿಯಲ್ಲ. ಈ ಬಗ್ಗೆ ಹೋರಾಟ ನಡೆಸಲಾಗುವುದು ಎಂದು ಎಚ್ಚರಿಸಿದರು. [254,688,694,828]
masthead-left-info [82,46,194,270]
coop-headline: ಟೌನ್ ಸಹಕಾರ ಸಂಘದ [117,1022,355,1059]
clinic-text: ತುಮಕೂರು: ಜಿಲ್ಲೆಯಲ್ಲಿ ನಕಲಿ ಕ್ಲಿನಿಕ್‌ಗಳು ಕಂಡು ಬಂದರೆ ಕೂಡಲೇ ಕ್ರಮ ಕೈಗೊಳ್ಳಬೇಕು. ತಾಲ್ಲೂಕು ಆರೋಗ್ಯ ಅಧಿಕಾರಿಗಳು ತಮ್ಮ ವ್ಯಾಪ್ತಿಯ ಪ್ರದೇಶಗಳಲ್ಲಿ ಪರಿಶೀಲನೆ ನಡೆಸಿ ನೋಂದಣಿ ಇಲ್ಲದ ಕ್ಲಿನಿಕ್‌ಗಳನ್ನು ಮುಚ್ಚಿಸಬೇಕು ಎಂದು ಜಿಲ್ಲಾ ಆರೋಗ್ಯ ಮತ್ತು ಕುಟುಂಬ ಕಲ್ಯಾಣಾಧಿಕಾರಿ ಡಾ.ಚಂದ್ರಶೇಖರ್ ಸೂಚಿಸಿದರು. ಜಿಲ್ಲಾ ಆರೋಗ್ಯ ಮತ್ತು ಕುಟುಂಬ ಕಲ್ಯಾಣಾಧಿಕಾರಿ ಕಚೇರಿಯಲ್ಲಿ ನಡೆದ ಜಿಲ್ಲಾ ಮಟ್ಟದ ಸಮಿತಿ ಸಭೆಯಲ್ಲಿ ಮಾತನಾಡಿದ ಅವರು, ಖಾಸಗಿ ವೈದ್ಯಕೀಯ ಸಂಸ್ಥೆಗಳು ಕರ್ನಾಟಕ ಖಾಸಗಿ ವೈದ್ಯಕೀಯ ಸಂಸ್ಥೆಗಳ ಅಧಿನಿಯಮದ ಅಡಿ ನೋಂದಣಿ ಮಾಡಿಕೊಳ್ಳಬೇಕು. ನೋಂದಣಿ ಮಾಡದ ಸಂಸ್ಥೆಗಳ ವಿರುದ್ಧ ಕಾನೂನು ಕ್ರಮ ಜರುಗಿಸಲಾಗುವುದು. ನಿಯಮ ಉಲ್ಲಂಘಿಸಿದವರಿಗೆ ದಂಡ ವಿಧಿಸಲಾಗುವುದು. ಸಾರ್ವಜನಿಕರು ಸಹ ನಕಲಿ ವೈದ್ಯರ ಬಗ್ಗೆ ಮಾಹಿತಿ ನೀಡಬೇಕು ಎಂದು ಮನವಿ ಮಾಡಿದರು. ಸಭೆಯಲ್ಲಿ ಜಿಲ್ಲಾ ಸರ್ವೇಕ್ಷಣಾಧಿಕಾರಿ, ಜಿಲ್ಲಾ ಕುಟುಂಬ ಕಲ್ಯಾಣ ಅಧಿಕಾರಿ ಹಾಗೂ ಸದಸ್ಯರು ಭಾಗವಹಿಸಿದ್ದರು. [72,2021,400,2233]
rni-number: RNI:KARKAN/2021/80382 [847,46,1056,66]
column-rule [403,1748,405,2364]
section-rule [72,1012,1124,1014]
